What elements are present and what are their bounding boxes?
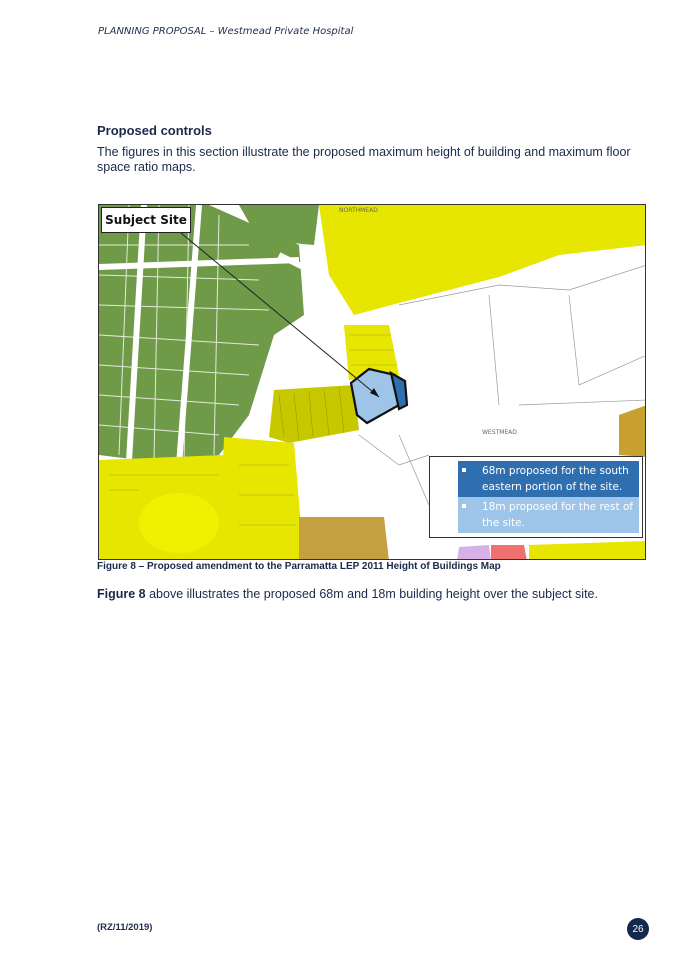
figure-caption: Figure 8 – Proposed amendment to the Parramatta LEP 2011 Height of Buildings Map	[97, 561, 501, 572]
body-text: above illustrates the proposed 68m and 18m building height over the subject site.	[145, 587, 598, 601]
legend-bullet	[462, 504, 466, 508]
westmead-label: WESTMEAD	[482, 429, 517, 436]
legend-item-68m	[458, 461, 639, 497]
zone-tan-south	[299, 517, 389, 560]
legend-text-18m: 18m proposed for the rest of the site.	[482, 501, 634, 529]
legend-bullet	[462, 468, 466, 472]
figure-reference: Figure 8	[97, 587, 146, 601]
zone-pink	[457, 545, 491, 560]
height-of-buildings-map	[98, 204, 646, 560]
body-paragraph	[97, 587, 598, 601]
legend-item-18m	[458, 497, 639, 533]
zone-yellow-oval	[139, 493, 219, 553]
map-legend	[429, 456, 643, 538]
section-title: Proposed controls	[97, 123, 212, 138]
zone-red	[491, 545, 527, 560]
footer-reference: (RZ/11/2019)	[97, 922, 153, 933]
zone-yellow-central-south	[219, 437, 304, 560]
subject-site-label: Subject Site	[101, 207, 191, 233]
page-number-badge: 26	[627, 918, 649, 940]
legend-text-68m: 68m proposed for the south eastern portion of the site.	[482, 465, 629, 493]
intro-paragraph: The figures in this section illustrate the proposed maximum height of building and maximum floor space ratio maps.	[97, 145, 631, 174]
running-header: PLANNING PROPOSAL – Westmead Private Hospital	[98, 26, 354, 37]
northmead-label: NORTHMEAD	[339, 207, 378, 214]
